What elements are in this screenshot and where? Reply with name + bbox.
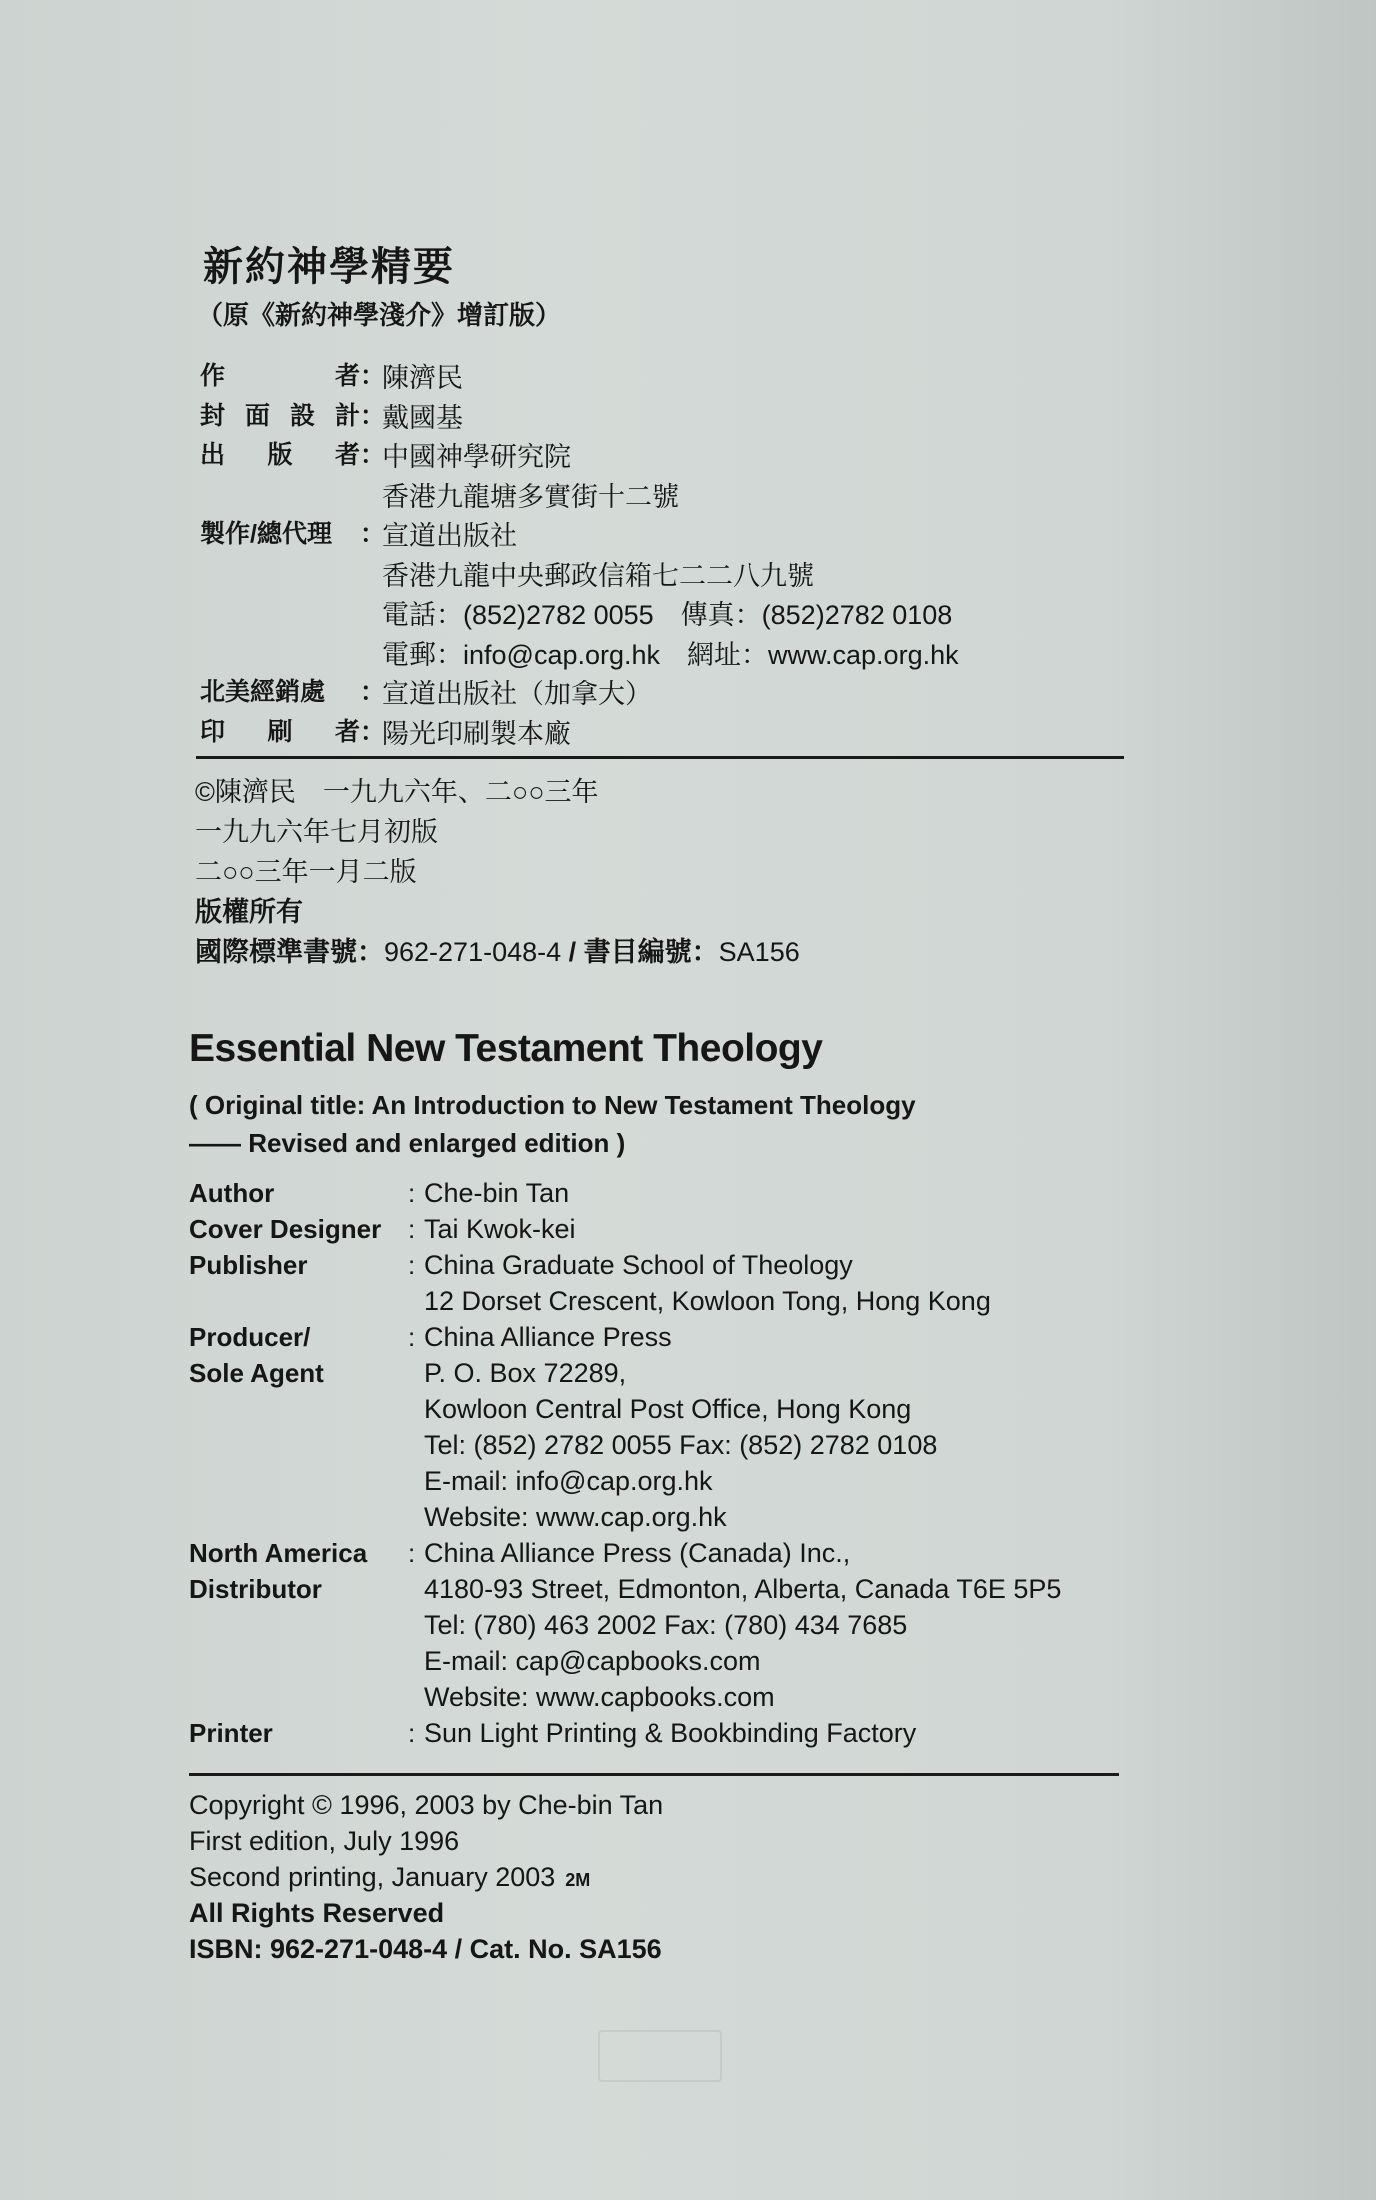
zh-colon: ： xyxy=(360,441,386,469)
faint-stamp-mark xyxy=(598,2030,722,2082)
zh-credit-value: 宣道出版社（加拿大） xyxy=(382,679,652,709)
en-colon: : xyxy=(408,1538,416,1568)
en-credit-row xyxy=(189,1718,1189,1754)
en-colon: : xyxy=(408,1322,416,1352)
zh-colon: ： xyxy=(360,717,386,746)
zh-credit-label xyxy=(200,396,360,432)
zh-label-char: 作 xyxy=(200,362,226,390)
zh-credit-row xyxy=(200,435,1100,475)
zh-credit-value: 香港九龍塘多實街十二號 xyxy=(382,481,679,512)
zh-label-char: 刷 xyxy=(267,717,293,746)
divider-zh xyxy=(196,756,1124,759)
en-isbn: ISBN: 962-271-048-4 / Cat. No. SA156 xyxy=(189,1934,662,1964)
zh-credit-row xyxy=(200,554,1100,594)
en-rights: All Rights Reserved xyxy=(189,1898,445,1928)
en-credit-value: Tel: (780) 463 2002 Fax: (780) 434 7685 xyxy=(424,1610,908,1640)
en-credit-label: Printer xyxy=(189,1718,273,1748)
en-credit-row xyxy=(189,1322,1189,1358)
zh-label-char: 設 xyxy=(289,401,315,430)
en-first-edition: First edition, July 1996 xyxy=(189,1826,460,1856)
zh-credit-label xyxy=(200,435,360,471)
en-subtitle xyxy=(189,1086,916,1162)
zh-label-char: 北美經銷處 xyxy=(200,678,326,706)
en-credit-label: Publisher xyxy=(189,1250,308,1280)
en-credit-value: Che-bin Tan xyxy=(424,1178,570,1208)
en-credit-value: China Alliance Press xyxy=(424,1322,672,1352)
en-copyright: Copyright © 1996, 2003 by Che-bin Tan xyxy=(189,1790,664,1820)
zh-colon: ： xyxy=(360,401,386,430)
en-credit-row xyxy=(189,1358,1189,1394)
en-credit-value: Sun Light Printing & Bookbinding Factory xyxy=(424,1718,917,1748)
zh-credit-value: 中國神學研究院 xyxy=(382,442,571,472)
zh-credit-row xyxy=(200,356,1100,396)
zh-isbn-label: 國際標準書號： xyxy=(195,937,384,967)
en-credit-row xyxy=(189,1574,1189,1610)
zh-first-edition: 一九九六年七月初版 xyxy=(195,817,438,847)
divider-en xyxy=(189,1773,1119,1776)
en-credit-value: China Graduate School of Theology xyxy=(424,1250,853,1280)
zh-credit-value: 陽光印刷製本廠 xyxy=(382,718,571,749)
zh-credit-value: 陳濟民 xyxy=(382,363,463,393)
zh-label-char: 者 xyxy=(334,717,360,746)
zh-label-char: 者 xyxy=(334,362,360,390)
zh-credit-row xyxy=(200,712,1100,752)
en-credit-label: Author xyxy=(189,1178,275,1208)
zh-second-printing: 二○○三年一月二版 xyxy=(195,857,417,887)
en-credits xyxy=(189,1178,1189,1754)
zh-credit-row xyxy=(200,475,1100,515)
en-copyright-block xyxy=(189,1790,663,1970)
en-second-printing: Second printing, January 2003 xyxy=(189,1862,556,1892)
en-credit-row xyxy=(189,1646,1189,1682)
zh-credit-row xyxy=(200,672,1100,712)
zh-credit-value: 宣道出版社 xyxy=(382,521,517,551)
en-credit-label: Cover Designer xyxy=(189,1214,382,1244)
zh-label-char: 製作/總代理 xyxy=(200,520,332,548)
en-credit-row xyxy=(189,1178,1189,1214)
en-credit-row xyxy=(189,1466,1189,1502)
zh-credit-label xyxy=(200,672,360,708)
zh-rights: 版權所有 xyxy=(195,897,303,927)
zh-label-char: 封 xyxy=(200,401,226,430)
en-credit-value: China Alliance Press (Canada) Inc., xyxy=(424,1538,851,1568)
en-print-run: 2M xyxy=(565,1870,591,1890)
zh-credit-row xyxy=(200,396,1100,436)
zh-isbn: 962-271-048-4 xyxy=(384,937,562,967)
en-colon: : xyxy=(408,1214,416,1244)
zh-credit-label xyxy=(200,356,360,392)
zh-label-char: 版 xyxy=(267,441,293,469)
zh-credit-value: 電郵：info@cap.org.hk 網址：www.cap.org.hk xyxy=(382,639,959,670)
en-credit-value: Website: www.capbooks.com xyxy=(424,1682,775,1712)
zh-label-char: 者 xyxy=(334,441,360,469)
en-credit-row xyxy=(189,1610,1189,1646)
zh-label-char: 面 xyxy=(244,401,270,430)
en-credit-row xyxy=(189,1682,1189,1718)
en-credit-value: 4180-93 Street, Edmonton, Alberta, Canada T6E 5P5 xyxy=(424,1574,1062,1604)
en-colon: : xyxy=(408,1718,416,1748)
en-credit-row xyxy=(189,1250,1189,1286)
en-credit-label: Sole Agent xyxy=(189,1358,324,1388)
zh-colon: ： xyxy=(360,678,386,706)
zh-credit-row xyxy=(200,633,1100,673)
zh-credit-value: 電話：(852)2782 0055 傳真：(852)2782 0108 xyxy=(382,600,953,630)
en-credit-value: Website: www.cap.org.hk xyxy=(424,1502,727,1532)
zh-label-char: 出 xyxy=(200,441,226,469)
zh-cat-label: / 書目編號： xyxy=(561,937,719,967)
en-credit-label: Producer/ xyxy=(189,1322,311,1352)
zh-copyright-block xyxy=(195,770,800,970)
en-subtitle-line1: ( Original title: An Introduction to New Testament Theology xyxy=(189,1090,916,1120)
zh-label-char: 印 xyxy=(200,717,226,746)
zh-colon: ： xyxy=(360,362,386,390)
zh-label-char: 計 xyxy=(334,401,360,430)
en-credit-value: 12 Dorset Crescent, Kowloon Tong, Hong Kong xyxy=(424,1286,991,1316)
en-colon: : xyxy=(408,1178,416,1208)
en-credit-label: Distributor xyxy=(189,1574,322,1604)
en-credit-row xyxy=(189,1214,1189,1250)
en-credit-value: P. O. Box 72289, xyxy=(424,1358,627,1388)
zh-credits xyxy=(200,356,1100,751)
en-credit-value: Kowloon Central Post Office, Hong Kong xyxy=(424,1394,912,1424)
zh-cat: SA156 xyxy=(718,937,800,967)
en-second-printing-line xyxy=(189,1862,663,1898)
en-credit-value: E-mail: info@cap.org.hk xyxy=(424,1466,713,1496)
en-credit-value: E-mail: cap@capbooks.com xyxy=(424,1646,761,1676)
en-colon: : xyxy=(408,1250,416,1280)
zh-copyright: ©陳濟民 一九九六年、二○○三年 xyxy=(195,777,599,807)
zh-book-subtitle: （原《新約神學淺介》增訂版） xyxy=(197,300,562,330)
en-credit-row xyxy=(189,1286,1189,1322)
en-credit-row xyxy=(189,1430,1189,1466)
zh-credit-row xyxy=(200,514,1100,554)
zh-credit-value: 戴國基 xyxy=(382,402,463,433)
zh-colon: ： xyxy=(360,520,386,548)
en-credit-row xyxy=(189,1538,1189,1574)
en-subtitle-line2: —— Revised and enlarged edition ) xyxy=(189,1128,626,1158)
zh-credit-value: 香港九龍中央郵政信箱七二二八九號 xyxy=(382,560,814,591)
zh-book-title: 新約神學精要 xyxy=(203,245,455,289)
en-credit-row xyxy=(189,1394,1189,1430)
en-credit-value: Tel: (852) 2782 0055 Fax: (852) 2782 0108 xyxy=(424,1430,938,1460)
en-credit-value: Tai Kwok-kei xyxy=(424,1214,576,1244)
zh-credit-label xyxy=(200,712,360,748)
zh-credit-row xyxy=(200,593,1100,633)
en-credit-row xyxy=(189,1502,1189,1538)
zh-isbn-line xyxy=(195,930,800,970)
en-credit-label: North America xyxy=(189,1538,368,1568)
en-book-title: Essential New Testament Theology xyxy=(189,1027,823,1070)
zh-credit-label xyxy=(200,514,360,550)
